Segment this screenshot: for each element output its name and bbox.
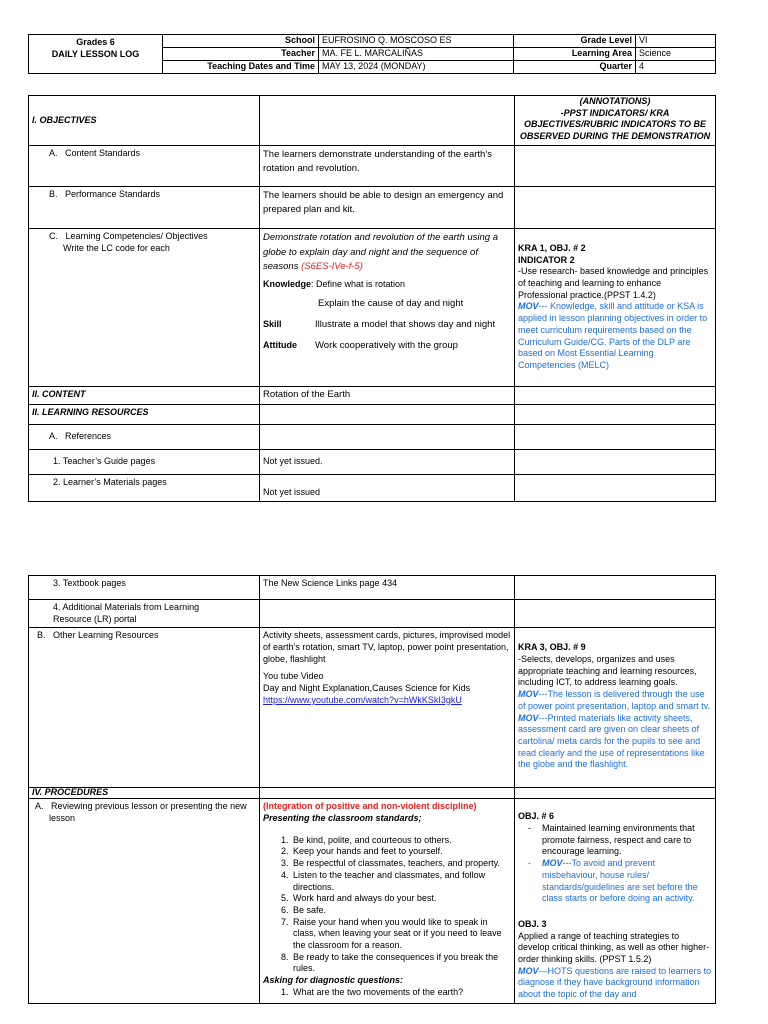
attitude-label: Attitude [263,339,297,350]
obj-annotation-cell [515,799,716,1003]
other-resources-label: B. Other Learning Resources [29,628,260,788]
content-standards-label: A. Content Standards [29,146,260,187]
references-label: A. References [29,425,260,450]
obj3-text: Applied a range of teaching strategies to develop critical thinking, as well as other higher- order thinking skills. (PPST 1.5.2) [518,930,710,964]
obj6-mov: ---To avoid and prevent misbehaviour, house rules/ standards/guidelines are set before the class starts or before doing an activity. [542,858,698,904]
kra1-text: -Use research- based knowledge and principles of teaching and learning to enhance Professional practice.(PPST 1.4.2) [518,266,709,300]
additional-annotation [515,600,716,628]
mov-label: MOV [518,689,539,700]
annotations-cell [515,96,716,146]
lc-text-cell [260,229,515,387]
kra3-heading: KRA 3, OBJ. # 9 [518,642,586,653]
standard-item: 7. Raise your hand when you would like to speak in class, when leaving your seat or if you need to leave the classroom for a reason. [291,917,511,952]
kra1-mov: --- Knowledge, skill and attitude or KSA is applied in lesson planning objectives in order to meet curriculum requirements based on the Curriculum Guide/CG. Parts of the DLP are based on Most Essential Learning Competencies (MELC) [518,301,708,370]
review-cell [260,799,515,1003]
questions-list [263,987,511,999]
learning-area-label: Learning Area [514,48,636,61]
knowledge-text: : Define what is rotation [311,279,406,290]
obj3-heading: OBJ. 3 [518,918,547,929]
resources-blank [260,405,515,425]
kra3-annotation-cell [515,628,716,788]
kra3-text: -Selects, develops, organizes and uses appropriate teaching and learning resources, including ICT, to address learning goals. [518,654,697,688]
standards-list [263,835,511,975]
performance-standards-text: The learners should be able to design an emergency and prepared plan and kit. [260,187,515,229]
tg-annotation [515,450,716,475]
header-table [28,34,716,74]
school-label: School [163,35,319,48]
lm-value: Not yet issued [260,475,515,502]
objectives-blank [260,96,515,146]
teacher-label: Teacher [163,48,319,61]
procedures-heading: IV. PROCEDURES [29,788,260,799]
objectives-table [28,95,716,502]
references-annotation [515,425,716,450]
standard-item: 1. Be kind, polite, and courteous to others. [291,835,511,847]
presenting-standards: Presenting the classroom standards; [263,813,422,824]
content-standards-annotation [515,146,716,187]
additional-blank [260,600,515,628]
standard-item: 6. Be safe. [291,905,511,917]
resources-annotation [515,405,716,425]
textbook-label: 3. Textbook pages [29,576,260,600]
integration-note: (Integration of positive and non-violent discipline) [263,801,477,812]
review-label: A. Reviewing previous lesson or presenting the new lesson [29,799,260,1003]
mov-label: MOV [518,965,539,976]
obj6-item: - Maintained learning environments that promote fairness, respect and care to encourage learning. [542,823,712,858]
youtube-label: You tube Video [263,671,324,682]
mov-label: MOV [518,301,539,312]
other-resources-cell [260,628,515,788]
dates-value: MAY 13, 2024 (MONDAY) [319,61,514,74]
performance-standards-annotation [515,187,716,229]
knowledge-text-2: Explain the cause of day and night [318,298,464,310]
performance-standards-label: B. Performance Standards [29,187,260,229]
standard-item: 5. Work hard and always do your best. [291,893,511,905]
quarter-label: Quarter [514,61,636,74]
teacher-value: MA. FE L. MARCALIÑAS [319,48,514,61]
standard-item: 4. Listen to the teacher and classmates, and follow directions. [291,870,511,893]
kra3-mov1: ---The lesson is delivered through the use of power point presentation, laptop and smart tv. [518,689,710,711]
lc-code: (S6ES-IVe-f-5) [301,261,363,273]
kra1-heading: KRA 1, OBJ. # 2 [518,243,586,253]
standard-item: 2. Keep your hands and feet to yourself. [291,846,511,858]
standard-item: 3. Be respectful of classmates, teachers, and property. [291,858,511,870]
additional-label: 4. Additional Materials from Learning Resource (LR) portal [29,600,260,628]
references-blank [260,425,515,450]
kra3-mov2: ---Printed materials like activity sheets, assessment card are given on clear sheets of cartolina/ meta cards for the pupils to see and read clearly and the use of representations like the globe and the flashlight. [518,712,705,770]
mov-label: MOV [542,858,563,869]
annotations-sub: -PPST INDICATORS/ KRA OBJECTIVES/RUBRIC INDICATORS TO BE OBSERVED DURING THE DEMONSTRATION [519,107,711,142]
knowledge-label: Knowledge [263,279,312,290]
other-resources-text: Activity sheets, assessment cards, pictures, improvised model of earth’s rotation, smart TV, laptop, power point presentation, globe, flashlight [263,630,511,664]
log-title: DAILY LESSON LOG [51,48,140,59]
standard-item: 8. Be ready to take the consequences if you break the rules. [291,952,511,975]
content-standards-text: The learners demonstrate understanding of the earth’s rotation and revolution. [260,146,515,187]
resources-heading: II. LEARNING RESOURCES [29,405,260,425]
content-annotation [515,387,716,405]
procedures-table [28,575,716,1004]
obj6-heading: OBJ. # 6 [518,811,555,822]
attitude-text: Work cooperatively with the group [315,339,458,351]
obj6-mov-item [542,858,712,905]
skill-label: Skill [263,318,282,329]
lc-text: Demonstrate rotation and revolution of the earth using a globe to explain day and night and the sequence of seasons [263,232,499,273]
procedures-blank [260,788,515,799]
indicator2-heading: INDICATOR 2 [518,254,575,265]
content-value: Rotation of the Earth [260,387,515,405]
question-item: 1. What are the two movements of the earth? [291,987,511,999]
log-title-cell [29,35,163,74]
obj3-mov: —HOTS questions are raised to learners to diagnose if they have background information about the topic of the day and [518,965,712,999]
asking-questions: Asking for diagnostic questions: [263,975,404,985]
learning-area-value: Science [636,48,716,61]
textbook-annotation [515,576,716,600]
lm-annotation [515,475,716,502]
dates-label: Teaching Dates and Time [163,61,319,74]
school-value: EUFROSINO Q. MOSCOSO ES [319,35,514,48]
procedures-annotation [515,788,716,799]
tg-label: 1. Teacher’s Guide pages [29,450,260,475]
lc-annotation-cell [515,229,716,387]
lc-label-cell [29,229,260,387]
grade-level-label: Grade Level [514,35,636,48]
objectives-heading: I. OBJECTIVES [29,96,260,146]
textbook-value: The New Science Links page 434 [260,576,515,600]
annotations-heading: (ANNOTATIONS) [579,96,651,106]
quarter-value: 4 [636,61,716,74]
content-heading: II. CONTENT [29,387,260,405]
grade-line: Grades 6 [76,37,115,47]
mov-label: MOV [518,712,539,723]
grade-level-value: VI [636,35,716,48]
lc-label: C. Learning Competencies/ Objectives [49,231,208,241]
skill-text: Illustrate a model that shows day and night [315,318,496,330]
lc-label-2: Write the LC code for each [63,242,170,253]
tg-value: Not yet issued. [260,450,515,475]
video-title: Day and Night Explanation,Causes Science for Kids [263,683,471,694]
video-link[interactable]: https://www.youtube.com/watch?v=hWkKSkI3gkU [263,694,462,705]
lm-label: 2. Learner’s Materials pages [29,475,260,502]
obj6-list [518,823,712,905]
